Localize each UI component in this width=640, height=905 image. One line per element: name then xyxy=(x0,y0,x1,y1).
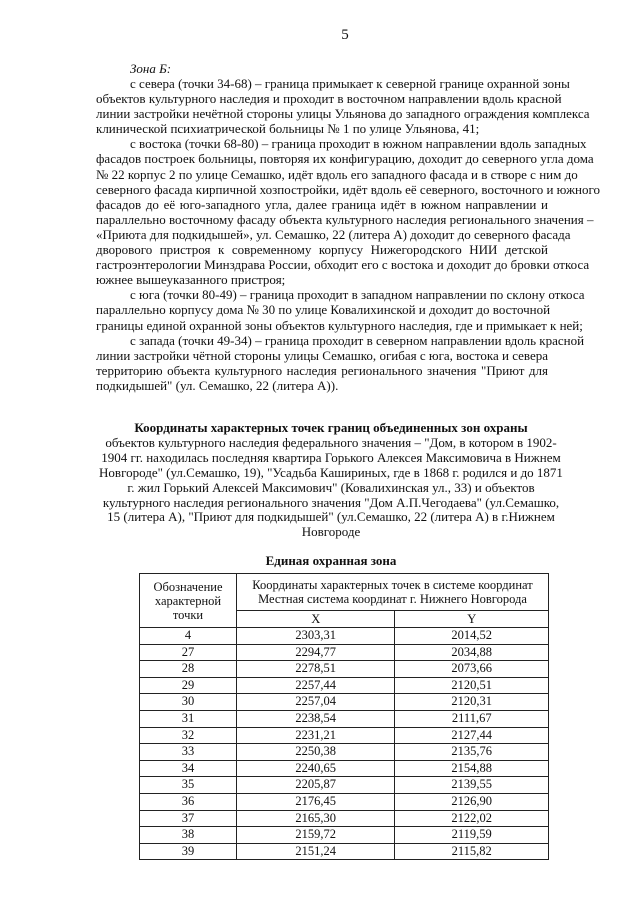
x-cell: 2257,04 xyxy=(236,694,395,711)
point-cell: 34 xyxy=(140,760,237,777)
paragraph-line: с запада (точки 49-34) – граница проходит в северном направлении вдоль красной xyxy=(130,332,585,348)
x-cell: 2205,87 xyxy=(236,777,395,794)
section-line: Новгороде" (ул.Семашко, 19), "Усадьба Кашириных, где в 1868 г. родился и до 1871 xyxy=(99,464,563,480)
y-cell: 2120,31 xyxy=(395,694,549,711)
y-cell: 2122,02 xyxy=(395,810,549,827)
table-row xyxy=(140,744,549,761)
section-heading-block xyxy=(96,421,566,540)
point-cell: 35 xyxy=(140,777,237,794)
point-cell: 31 xyxy=(140,710,237,727)
paragraph-line: с юга (точки 80-49) – граница проходит в западном направлении по склону откоса xyxy=(130,287,585,303)
boundary-description xyxy=(96,76,601,393)
paragraph-line: с востока (точки 68-80) – граница проходит в южном направлении вдоль западных xyxy=(130,136,587,152)
coordinates-header-line-2: Местная система координат г. Нижнего Новгорода xyxy=(258,592,527,606)
paragraph-line: клинической психиатрической больницы № 1 по улице Ульянова, 41; xyxy=(96,121,480,137)
paragraph-line: линии застройки чётной стороны улицы Семашко, огибая с юга, востока и севера xyxy=(96,347,548,363)
x-cell: 2250,38 xyxy=(236,744,395,761)
table-row xyxy=(140,793,549,810)
x-cell: 2294,77 xyxy=(236,644,395,661)
y-cell: 2014,52 xyxy=(395,628,549,645)
paragraph-line: территорию объекта культурного наследия регионального значения "Приют для xyxy=(96,362,548,378)
table-row xyxy=(140,760,549,777)
section-line: 15 (литера А), "Приют для подкидышей" (ул.Семашко, 22 (литера А) в г.Нижнем xyxy=(107,509,555,525)
x-cell: 2303,31 xyxy=(236,628,395,645)
paragraph-line: фасадов построек больницы, повторяя их конфигурацию, доходит до северного угла дома xyxy=(96,151,594,167)
y-cell: 2120,51 xyxy=(395,677,549,694)
section-line: Новгороде xyxy=(301,524,361,540)
table-row xyxy=(140,644,549,661)
coordinates-table xyxy=(139,573,549,860)
section-heading: Координаты характерных точек границ объединенных зон охраны xyxy=(134,420,528,435)
y-cell: 2073,66 xyxy=(395,661,549,678)
coordinates-header-line-1: Координаты характерных точек в системе координат xyxy=(252,578,533,592)
table-title: Единая охранная зона xyxy=(265,553,397,568)
y-cell: 2135,76 xyxy=(395,744,549,761)
paragraph-line: южнее вышеуказанного пристроя; xyxy=(96,272,286,288)
x-cell: 2159,72 xyxy=(236,827,395,844)
table-row xyxy=(140,677,549,694)
section-line: г. жил Горький Алексей Максимович" (Ковалихинская ул., 33) и объектов xyxy=(127,479,535,495)
paragraph-line: параллельно корпусу дома № 30 по улице Ковалихинской и доходит до восточной xyxy=(96,302,551,318)
point-cell: 28 xyxy=(140,661,237,678)
paragraph-line: с севера (точки 34-68) – граница примыкает к северной границе охранной зоны xyxy=(130,76,570,91)
x-cell: 2165,30 xyxy=(236,810,395,827)
table-row xyxy=(140,777,549,794)
point-cell: 27 xyxy=(140,644,237,661)
table-row xyxy=(140,727,549,744)
point-cell: 29 xyxy=(140,677,237,694)
table-row xyxy=(140,810,549,827)
point-column-header: Обозначение характерной точки xyxy=(140,574,237,628)
section-line: 1904 гг. находилась последняя квартира Горького Алексея Максимовича в Нижнем xyxy=(101,449,561,465)
y-cell: 2111,67 xyxy=(395,710,549,727)
section-line: культурного наследия регионального значения "Дом А.П.Чегодаева" (ул.Семашко, xyxy=(102,494,560,510)
y-cell: 2126,90 xyxy=(395,793,549,810)
y-cell: 2119,59 xyxy=(395,827,549,844)
point-cell: 33 xyxy=(140,744,237,761)
x-cell: 2151,24 xyxy=(236,843,395,860)
y-cell: 2115,82 xyxy=(395,843,549,860)
x-cell: 2240,65 xyxy=(236,760,395,777)
table-row xyxy=(140,710,549,727)
coordinates-header xyxy=(236,574,548,611)
point-cell: 37 xyxy=(140,810,237,827)
y-cell: 2154,88 xyxy=(395,760,549,777)
paragraph-line: «Приюта для подкидышей», ул. Семашко, 22 (литера А) доходит до северного фасада xyxy=(96,226,571,242)
paragraph-line: гастроэнтерологии Минздрава России, обходит его с востока и доходит до бровки откоса xyxy=(96,257,590,273)
x-cell: 2231,21 xyxy=(236,727,395,744)
point-cell: 39 xyxy=(140,843,237,860)
paragraph-line: подкидышей" (ул. Семашко, 22 (литера А)). xyxy=(96,377,339,393)
x-cell: 2278,51 xyxy=(236,661,395,678)
point-cell: 4 xyxy=(140,628,237,645)
paragraph-line: фасадов до её юго-западного угла, далее граница идёт в южном направлении и xyxy=(96,196,548,212)
point-cell: 30 xyxy=(140,694,237,711)
x-column-header: X xyxy=(236,611,395,628)
point-cell: 38 xyxy=(140,827,237,844)
paragraph-line: границы единой охранной зоны объектов культурного наследия, где и примыкает к ней; xyxy=(96,317,583,333)
table-row xyxy=(140,661,549,678)
table-row xyxy=(140,628,549,645)
paragraph-line: объектов культурного наследия и проходит в восточном направлении вдоль красной xyxy=(96,91,562,107)
y-cell: 2034,88 xyxy=(395,644,549,661)
x-cell: 2257,44 xyxy=(236,677,395,694)
y-cell: 2139,55 xyxy=(395,777,549,794)
page-number: 5 xyxy=(341,27,349,43)
zone-title: Зона Б: xyxy=(130,61,172,76)
point-cell: 36 xyxy=(140,793,237,810)
table-row xyxy=(140,843,549,860)
point-cell: 32 xyxy=(140,727,237,744)
paragraph-line: дворового пристроя к современному корпусу Нижегородского НИИ детской xyxy=(96,242,548,258)
y-cell: 2127,44 xyxy=(395,727,549,744)
y-column-header: Y xyxy=(395,611,549,628)
section-line: объектов культурного наследия федерального значения – "Дом, в котором в 1902- xyxy=(105,434,557,450)
table-row xyxy=(140,827,549,844)
paragraph-line: линии застройки нечётной стороны улицы Ульянова до западного ограждения комплекса xyxy=(96,106,590,122)
paragraph-line: № 22 корпус 2 по улице Семашко, идёт вдоль его западного фасада и в створе с ним до xyxy=(96,166,578,182)
table-row xyxy=(140,694,549,711)
paragraph-line: северного фасада кирпичной хозпостройки, идёт вдоль её северного, восточного и южного xyxy=(96,181,601,197)
x-cell: 2176,45 xyxy=(236,793,395,810)
x-cell: 2238,54 xyxy=(236,710,395,727)
paragraph-line: параллельно восточному фасаду объекта культурного наследия регионального значения – xyxy=(96,211,594,227)
